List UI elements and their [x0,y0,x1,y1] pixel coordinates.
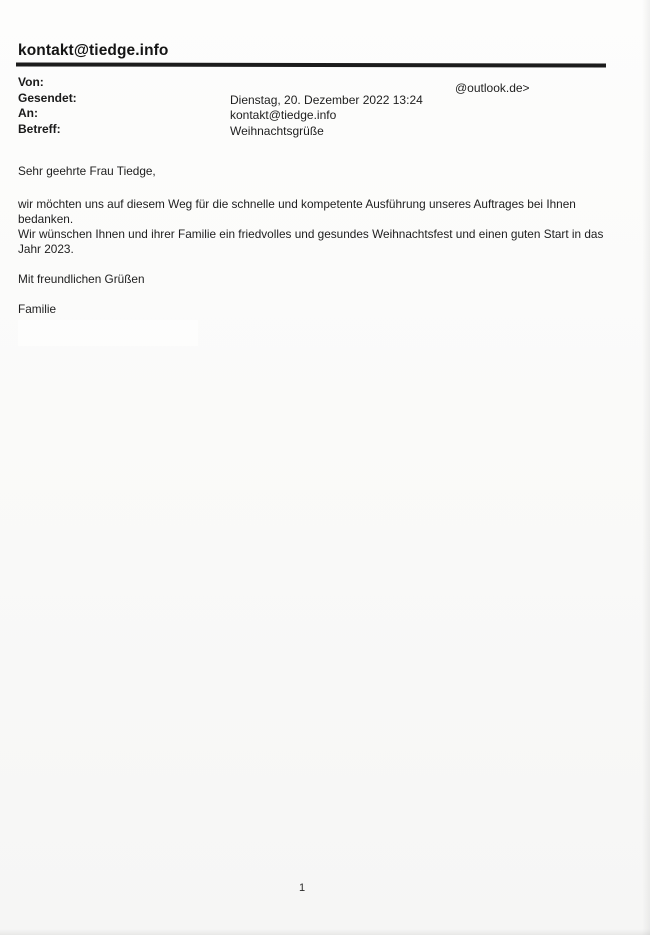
body-line: Jahr 2023. [18,242,74,256]
signature: Familie [18,302,57,316]
body-line: Wir wünschen Ihnen und ihrer Familie ein friedvolles und gesundes Weihnachtsfest und einen guten Start in das [18,227,604,241]
redaction-area [18,320,198,346]
body-line: bedanken. [18,212,74,226]
header-rule [16,62,606,67]
subject-label: Betreff: [18,122,61,136]
page-bottom-shadow [0,929,650,935]
subject-value: Weihnachtsgrüße [230,124,324,138]
page-edge-shadow [642,0,650,935]
from-value: @outlook.de> [455,81,530,95]
to-label: An: [18,106,38,120]
to-value: kontakt@tiedge.info [230,108,337,122]
page-number: 1 [299,882,306,894]
document-title: kontakt@tiedge.info [18,42,169,59]
closing: Mit freundlichen Grüßen [18,272,145,286]
sent-label: Gesendet: [18,91,77,105]
from-label: Von: [18,75,44,89]
body-line: wir möchten uns auf diesem Weg für die schnelle und kompetente Ausführung unseres Auftrages bei Ihnen [18,197,576,211]
sent-value: Dienstag, 20. Dezember 2022 13:24 [230,93,423,107]
greeting: Sehr geehrte Frau Tiedge, [18,164,156,178]
